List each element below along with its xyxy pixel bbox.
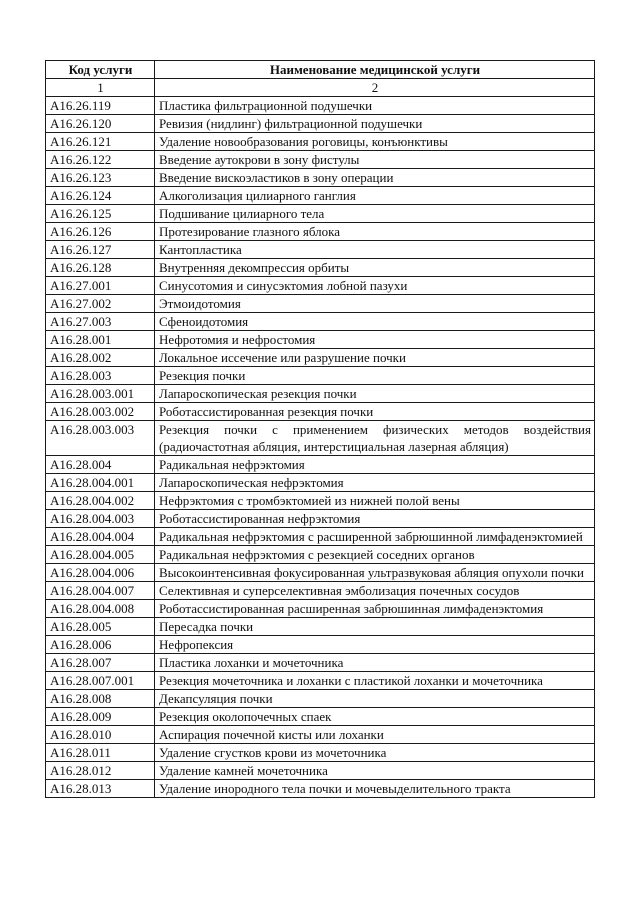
service-code-cell: A16.26.121 bbox=[46, 133, 155, 151]
service-name-cell: Нефротомия и нефростомия bbox=[155, 331, 595, 349]
service-name-cell: Нефропексия bbox=[155, 636, 595, 654]
service-name-cell: Протезирование глазного яблока bbox=[155, 223, 595, 241]
table-row bbox=[46, 367, 595, 385]
table-row bbox=[46, 636, 595, 654]
service-name-cell: Алкоголизация цилиарного ганглия bbox=[155, 187, 595, 205]
service-code-cell: A16.26.120 bbox=[46, 115, 155, 133]
table-row bbox=[46, 618, 595, 636]
service-name-cell: Пластика фильтрационной подушечки bbox=[155, 97, 595, 115]
table-row bbox=[46, 97, 595, 115]
service-name-cell: Пластика лоханки и мочеточника bbox=[155, 654, 595, 672]
service-name-cell: Радикальная нефрэктомия с расширенной забрюшинной лимфаденэктомией bbox=[155, 528, 595, 546]
table-row bbox=[46, 726, 595, 744]
service-code-cell: A16.28.004.008 bbox=[46, 600, 155, 618]
table-row bbox=[46, 654, 595, 672]
table-row bbox=[46, 187, 595, 205]
service-name-cell: Локальное иссечение или разрушение почки bbox=[155, 349, 595, 367]
table-row bbox=[46, 133, 595, 151]
service-code-cell: A16.28.005 bbox=[46, 618, 155, 636]
service-code-cell: A16.28.003 bbox=[46, 367, 155, 385]
service-code-cell: A16.28.004.006 bbox=[46, 564, 155, 582]
table-row bbox=[46, 151, 595, 169]
column-number-1: 1 bbox=[46, 79, 155, 97]
table-row bbox=[46, 708, 595, 726]
service-name-cell: Аспирация почечной кисты или лоханки bbox=[155, 726, 595, 744]
service-code-cell: A16.28.010 bbox=[46, 726, 155, 744]
table-row bbox=[46, 546, 595, 564]
service-code-cell: A16.26.123 bbox=[46, 169, 155, 187]
table-row bbox=[46, 385, 595, 403]
service-name-cell: Сфеноидотомия bbox=[155, 313, 595, 331]
service-code-cell: A16.26.126 bbox=[46, 223, 155, 241]
service-name-cell: Удаление инородного тела почки и мочевыделительного тракта bbox=[155, 780, 595, 798]
service-name-cell: Кантопластика bbox=[155, 241, 595, 259]
medical-services-table bbox=[45, 60, 595, 798]
service-code-cell: A16.28.007 bbox=[46, 654, 155, 672]
service-name-cell: Синусотомия и синусэктомия лобной пазухи bbox=[155, 277, 595, 295]
header-service-name: Наименование медицинской услуги bbox=[155, 61, 595, 79]
table-row bbox=[46, 780, 595, 798]
service-code-cell: A16.26.122 bbox=[46, 151, 155, 169]
service-name-cell: Роботассистированная нефрэктомия bbox=[155, 510, 595, 528]
table-row bbox=[46, 528, 595, 546]
table-row bbox=[46, 762, 595, 780]
table-row bbox=[46, 277, 595, 295]
service-code-cell: A16.28.004.002 bbox=[46, 492, 155, 510]
service-code-cell: A16.28.003.001 bbox=[46, 385, 155, 403]
service-code-cell: A16.26.128 bbox=[46, 259, 155, 277]
table-row bbox=[46, 690, 595, 708]
service-name-cell: Удаление камней мочеточника bbox=[155, 762, 595, 780]
service-name-cell: Резекция почки с применением физических методов воздействия (радиочастотная абляция, интерстициальная лазерная абляция) bbox=[155, 421, 595, 456]
table-header-row bbox=[46, 61, 595, 79]
table-body bbox=[46, 97, 595, 798]
service-name-cell: Введение вискоэластиков в зону операции bbox=[155, 169, 595, 187]
table-row bbox=[46, 205, 595, 223]
service-code-cell: A16.28.001 bbox=[46, 331, 155, 349]
service-code-cell: A16.26.127 bbox=[46, 241, 155, 259]
service-code-cell: A16.26.124 bbox=[46, 187, 155, 205]
table-row bbox=[46, 115, 595, 133]
table-row bbox=[46, 259, 595, 277]
service-name-cell: Внутренняя декомпрессия орбиты bbox=[155, 259, 595, 277]
service-code-cell: A16.28.004.004 bbox=[46, 528, 155, 546]
table-row bbox=[46, 313, 595, 331]
service-name-cell: Радикальная нефрэктомия bbox=[155, 456, 595, 474]
service-code-cell: A16.28.003.002 bbox=[46, 403, 155, 421]
table-row bbox=[46, 582, 595, 600]
service-code-cell: A16.28.003.003 bbox=[46, 421, 155, 456]
service-code-cell: A16.28.013 bbox=[46, 780, 155, 798]
service-code-cell: A16.28.012 bbox=[46, 762, 155, 780]
service-name-cell: Декапсуляция почки bbox=[155, 690, 595, 708]
service-code-cell: A16.28.004.003 bbox=[46, 510, 155, 528]
service-name-cell: Радикальная нефрэктомия с резекцией соседних органов bbox=[155, 546, 595, 564]
service-code-cell: A16.28.004 bbox=[46, 456, 155, 474]
service-code-cell: A16.28.007.001 bbox=[46, 672, 155, 690]
table-row bbox=[46, 223, 595, 241]
service-name-cell: Лапароскопическая резекция почки bbox=[155, 385, 595, 403]
table-row bbox=[46, 672, 595, 690]
service-name-cell: Резекция мочеточника и лоханки с пластикой лоханки и мочеточника bbox=[155, 672, 595, 690]
table-row bbox=[46, 564, 595, 582]
service-name-cell: Роботассистированная резекция почки bbox=[155, 403, 595, 421]
service-name-cell: Удаление сгустков крови из мочеточника bbox=[155, 744, 595, 762]
service-name-cell: Этмоидотомия bbox=[155, 295, 595, 313]
header-service-code: Код услуги bbox=[46, 61, 155, 79]
table-row bbox=[46, 744, 595, 762]
table-row bbox=[46, 349, 595, 367]
table-row bbox=[46, 510, 595, 528]
service-code-cell: A16.26.119 bbox=[46, 97, 155, 115]
service-name-cell: Роботассистированная расширенная забрюшинная лимфаденэктомия bbox=[155, 600, 595, 618]
table-row bbox=[46, 474, 595, 492]
table-row bbox=[46, 600, 595, 618]
service-code-cell: A16.26.125 bbox=[46, 205, 155, 223]
table-row bbox=[46, 295, 595, 313]
service-name-cell: Введение аутокрови в зону фистулы bbox=[155, 151, 595, 169]
service-name-cell: Резекция околопочечных спаек bbox=[155, 708, 595, 726]
service-code-cell: A16.27.002 bbox=[46, 295, 155, 313]
column-number-row bbox=[46, 79, 595, 97]
service-code-cell: A16.28.004.001 bbox=[46, 474, 155, 492]
service-code-cell: A16.28.006 bbox=[46, 636, 155, 654]
service-name-cell: Подшивание цилиарного тела bbox=[155, 205, 595, 223]
service-name-cell: Пересадка почки bbox=[155, 618, 595, 636]
table-row bbox=[46, 169, 595, 187]
table-row bbox=[46, 492, 595, 510]
service-code-cell: A16.28.009 bbox=[46, 708, 155, 726]
table-row bbox=[46, 403, 595, 421]
service-name-cell: Резекция почки bbox=[155, 367, 595, 385]
service-name-cell: Ревизия (нидлинг) фильтрационной подушечки bbox=[155, 115, 595, 133]
service-name-cell: Селективная и суперселективная эмболизация почечных сосудов bbox=[155, 582, 595, 600]
table-row bbox=[46, 241, 595, 259]
service-code-cell: A16.28.004.005 bbox=[46, 546, 155, 564]
service-name-cell: Удаление новообразования роговицы, конъюнктивы bbox=[155, 133, 595, 151]
table-row bbox=[46, 331, 595, 349]
table-row bbox=[46, 421, 595, 456]
column-number-2: 2 bbox=[155, 79, 595, 97]
service-code-cell: A16.28.002 bbox=[46, 349, 155, 367]
service-code-cell: A16.28.004.007 bbox=[46, 582, 155, 600]
service-name-cell: Высокоинтенсивная фокусированная ультразвуковая абляция опухоли почки bbox=[155, 564, 595, 582]
service-code-cell: A16.28.011 bbox=[46, 744, 155, 762]
service-code-cell: A16.27.001 bbox=[46, 277, 155, 295]
table-row bbox=[46, 456, 595, 474]
service-code-cell: A16.28.008 bbox=[46, 690, 155, 708]
service-name-cell: Нефрэктомия с тромбэктомией из нижней полой вены bbox=[155, 492, 595, 510]
service-code-cell: A16.27.003 bbox=[46, 313, 155, 331]
service-name-cell: Лапароскопическая нефрэктомия bbox=[155, 474, 595, 492]
